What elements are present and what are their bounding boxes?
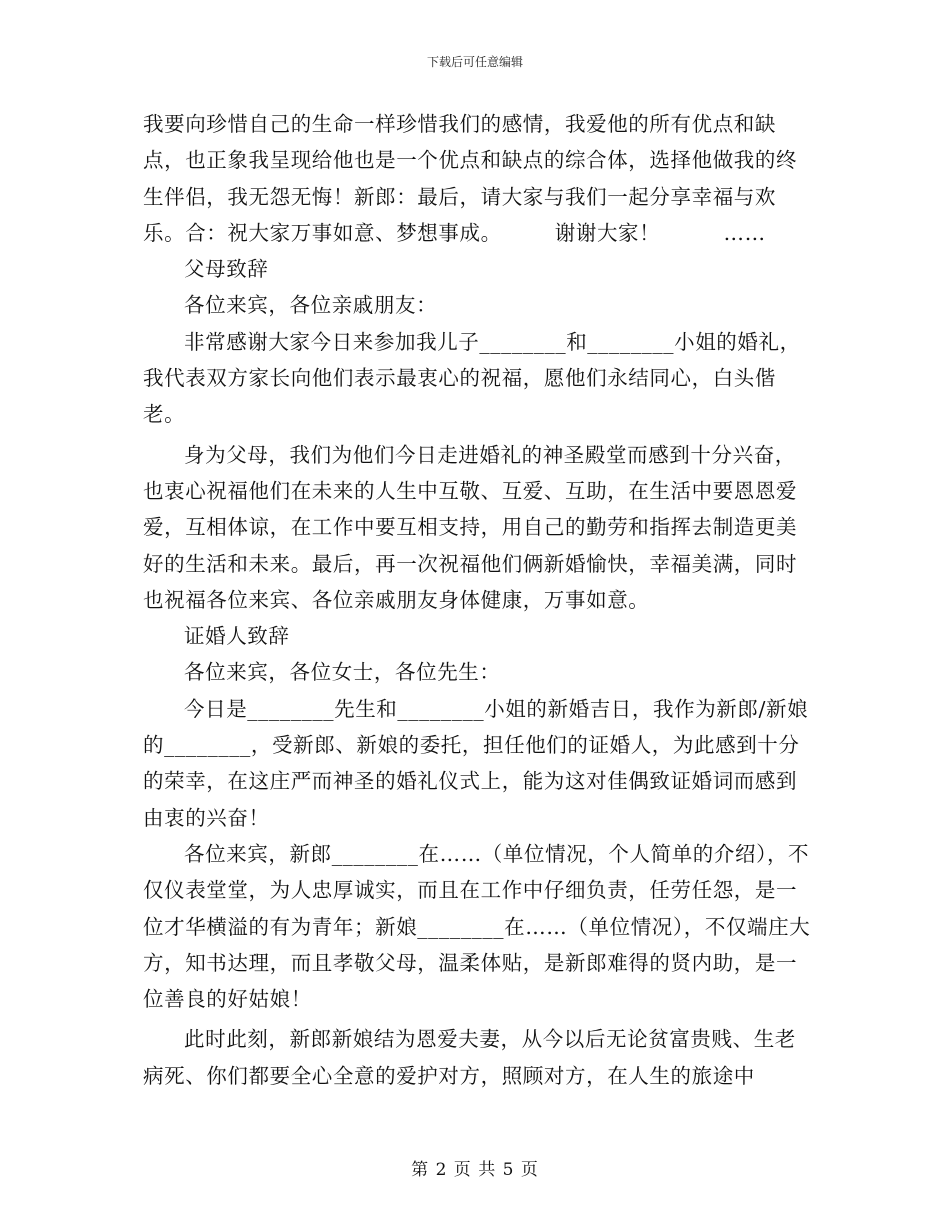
salutation-guests-relatives: 各位来宾，各位亲戚朋友： — [184, 293, 438, 318]
page-header: 下载后可任意编辑 — [426, 55, 523, 69]
paragraph-vows-exhortation: 此时此刻，新郎新娘结为恩爱夫妻，从今以后无论贫富贵贱、生老病死、你们都要全心全意的爱护对方，照顾对方，在人生的旅途中 — [143, 1027, 796, 1088]
section-heading-parents-speech: 父母致辞 — [184, 257, 269, 282]
paragraph-closing-vows: 我要向珍惜自己的生命一样珍惜我们的感情，我爱他的所有优点和缺点，也正象我呈现给他也是一个优点和缺点的综合体，选择他做我的终生伴侣，我无怨无悔！新郎：最后，请大家与我们一起分享幸福与欢乐。合：祝大家万事如意、梦想事成。 谢谢大家！ …… — [143, 112, 798, 245]
document-body — [143, 106, 811, 1094]
page-number-footer: 第 2 页 共 5 页 — [411, 1160, 539, 1180]
paragraph-witness-intro: 今日是________先生和________小姐的新婚吉日，我作为新郎/新娘的________，受新郎、新娘的委托，担任他们的证婚人，为此感到十分的荣幸，在这庄严而神圣的婚礼仪式上，能为这对佳偶致证婚词而感到由衷的兴奋！ — [143, 696, 809, 830]
paragraph-parents-thanks: 非常感谢大家今日来参加我儿子________和________小姐的婚礼，我代表双方家长向他们表示最衷心的祝福，愿他们永结同心，白头偕老。 — [143, 329, 801, 427]
paragraph-couple-introduction: 各位来宾，新郎________在……（单位情况，个人简单的介绍），不仅仪表堂堂，为人忠厚诚实，而且在工作中仔细负责，任劳任怨，是一位才华横溢的有为青年；新娘________在……（单位情况），不仅端庄大方，知书达理，而且孝敬父母，温柔体贴，是新郎难得的贤内助，是一位善良的好姑娘！ — [143, 841, 811, 1012]
section-heading-witness-speech: 证婚人致辞 — [184, 624, 290, 649]
salutation-ladies-gentlemen: 各位来宾，各位女士，各位先生： — [184, 660, 501, 685]
paragraph-parents-blessing: 身为父母，我们为他们今日走进婚礼的神圣殿堂而感到十分兴奋，也衷心祝福他们在未来的人生中互敬、互爱、互助，在生活中要恩恩爱爱，互相体谅，在工作中要互相支持，用自己的勤劳和指挥去制造更美好的生活和未来。最后，再一次祝福他们俩新婚愉快，幸福美满，同时也祝福各位来宾、各位亲戚朋友身体健康，万事如意。 — [143, 442, 798, 612]
